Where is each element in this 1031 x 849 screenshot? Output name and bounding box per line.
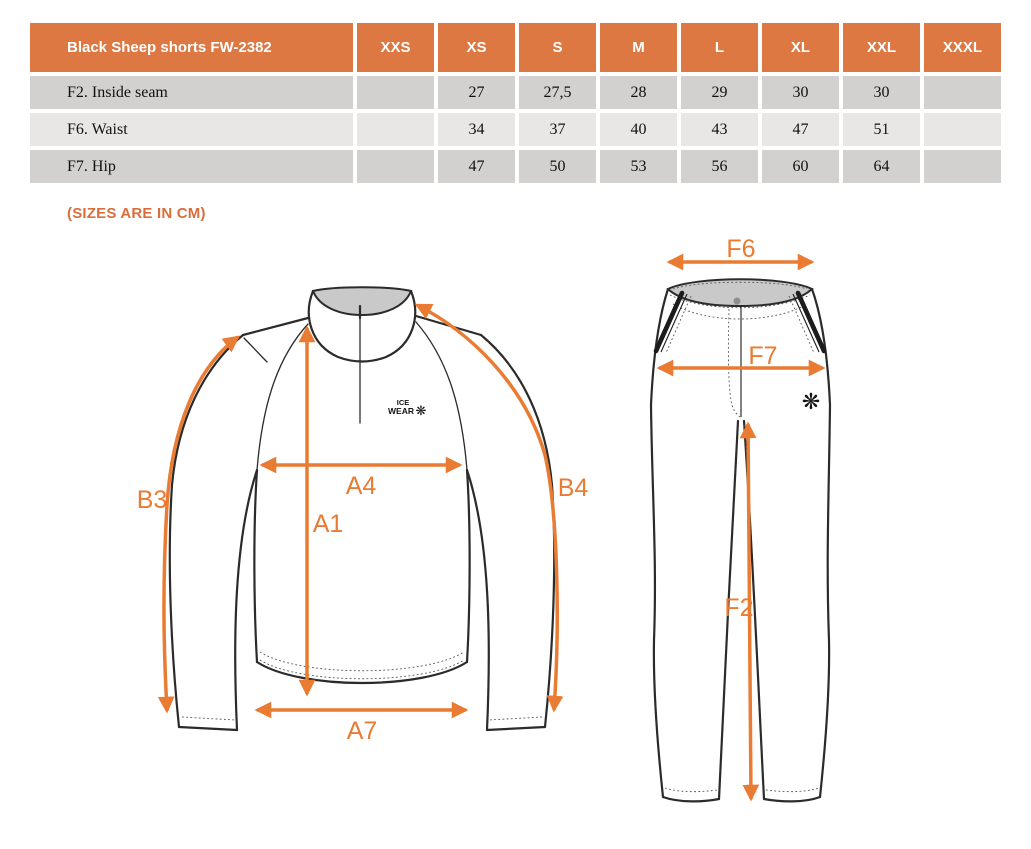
table-row-label-inside-seam: F2. Inside seam bbox=[30, 76, 353, 109]
waist-button bbox=[734, 298, 741, 305]
table-cell bbox=[924, 150, 1001, 183]
table-header-size-xxxl: XXXL bbox=[924, 23, 1001, 72]
table-cell: 51 bbox=[843, 113, 920, 146]
table-cell: 30 bbox=[843, 76, 920, 109]
table-cell bbox=[357, 76, 434, 109]
table-cell bbox=[357, 113, 434, 146]
table-cell: 56 bbox=[681, 150, 758, 183]
table-cell: 47 bbox=[438, 150, 515, 183]
label-b4: B4 bbox=[557, 474, 589, 502]
logo-text-ice: ICE bbox=[396, 398, 410, 407]
table-cell: 30 bbox=[762, 76, 839, 109]
table-cell: 34 bbox=[438, 113, 515, 146]
label-a4: A4 bbox=[345, 472, 377, 500]
table-cell: 37 bbox=[519, 113, 596, 146]
table-cell: 53 bbox=[600, 150, 677, 183]
table-header-size-xxs: XXS bbox=[357, 23, 434, 72]
label-b3: B3 bbox=[136, 486, 168, 514]
label-a1: A1 bbox=[312, 510, 344, 538]
shirt-diagram bbox=[120, 268, 625, 773]
table-header-size-xl: XL bbox=[762, 23, 839, 72]
table-header-size-m: M bbox=[600, 23, 677, 72]
shirt-body bbox=[254, 322, 469, 683]
table-row-label-waist: F6. Waist bbox=[30, 113, 353, 146]
table-cell: 27,5 bbox=[519, 76, 596, 109]
table-cell bbox=[357, 150, 434, 183]
label-f7: F7 bbox=[748, 342, 778, 370]
logo-snowflake-icon: ❋ bbox=[415, 404, 427, 419]
size-table bbox=[30, 23, 1001, 183]
table-cell: 60 bbox=[762, 150, 839, 183]
table-cell: 50 bbox=[519, 150, 596, 183]
label-f2: F2 bbox=[724, 594, 754, 622]
logo-text-wear: WEAR bbox=[388, 406, 414, 416]
pants-diagram bbox=[630, 235, 845, 830]
table-header-size-xxl: XXL bbox=[843, 23, 920, 72]
table-header-size-xs: XS bbox=[438, 23, 515, 72]
table-cell: 43 bbox=[681, 113, 758, 146]
table-header-size-l: L bbox=[681, 23, 758, 72]
table-cell: 29 bbox=[681, 76, 758, 109]
table-cell: 47 bbox=[762, 113, 839, 146]
table-cell: 64 bbox=[843, 150, 920, 183]
table-cell bbox=[924, 113, 1001, 146]
table-row-label-hip: F7. Hip bbox=[30, 150, 353, 183]
table-cell: 40 bbox=[600, 113, 677, 146]
table-cell: 27 bbox=[438, 76, 515, 109]
table-cell: 28 bbox=[600, 76, 677, 109]
label-a7: A7 bbox=[346, 717, 378, 745]
pants-snowflake-icon: ❋ bbox=[801, 390, 821, 415]
table-cell bbox=[924, 76, 1001, 109]
table-header-size-s: S bbox=[519, 23, 596, 72]
units-note: (SIZES ARE IN CM) bbox=[67, 205, 206, 222]
label-f6: F6 bbox=[726, 235, 756, 263]
table-header-product: Black Sheep shorts FW-2382 bbox=[30, 23, 353, 72]
